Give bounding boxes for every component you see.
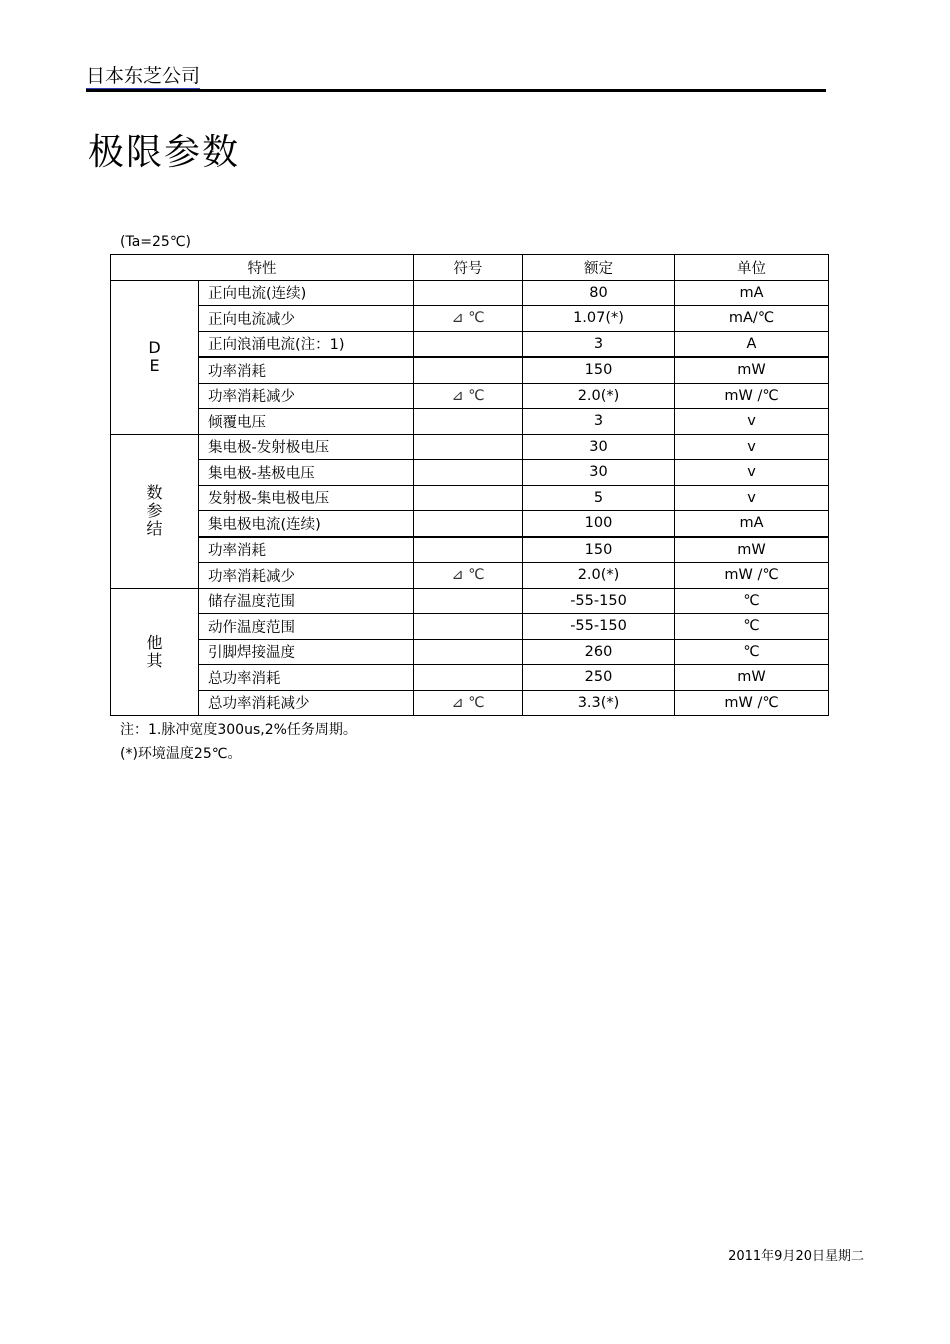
characteristic-cell: 倾覆电压 [199, 409, 414, 435]
table-row [111, 614, 829, 640]
unit-cell: mW /℃ [675, 383, 829, 409]
unit-cell: v [675, 460, 829, 486]
table-row [111, 537, 829, 563]
rating-cell: 3.3(*) [523, 690, 675, 716]
symbol-cell: ⊿ ℃ [414, 383, 523, 409]
group-label-line: 结 [146, 519, 163, 538]
characteristic-cell: 功率消耗减少 [199, 383, 414, 409]
temperature-condition: (Ta=25℃) [120, 234, 192, 250]
characteristic-cell: 集电极-发射极电压 [199, 434, 414, 460]
symbol-cell [414, 434, 523, 460]
header-characteristic: 特性 [111, 255, 414, 281]
note-pulse: 注：1.脉冲宽度300us,2%任务周期。 [120, 722, 357, 738]
table-row [111, 690, 829, 716]
group-label-line: 参 [146, 501, 163, 520]
symbol-cell [414, 511, 523, 537]
symbol-cell: ⊿ ℃ [414, 306, 523, 332]
characteristic-cell: 正向电流减少 [199, 306, 414, 332]
symbol-cell [414, 331, 523, 357]
table-row [111, 434, 829, 460]
unit-cell: ℃ [675, 614, 829, 640]
rating-cell: 150 [523, 537, 675, 563]
characteristic-cell: 功率消耗 [199, 537, 414, 563]
rating-cell: -55-150 [523, 614, 675, 640]
group-label-line: E [149, 356, 160, 375]
header-rating: 额定 [523, 255, 675, 281]
rating-cell: 30 [523, 434, 675, 460]
symbol-cell [414, 665, 523, 691]
rating-cell: 2.0(*) [523, 383, 675, 409]
rating-cell: 5 [523, 485, 675, 511]
characteristic-cell: 功率消耗减少 [199, 563, 414, 589]
rating-cell: 250 [523, 665, 675, 691]
group-label [111, 280, 199, 434]
characteristic-cell: 总功率消耗减少 [199, 690, 414, 716]
symbol-cell [414, 588, 523, 614]
symbol-cell [414, 614, 523, 640]
group-label [111, 588, 199, 716]
rating-cell: 100 [523, 511, 675, 537]
header-symbol: 符号 [414, 255, 523, 281]
table-row [111, 485, 829, 511]
unit-cell: mA/℃ [675, 306, 829, 332]
unit-cell: v [675, 409, 829, 435]
group-label-line: 其 [146, 650, 163, 670]
unit-cell: v [675, 485, 829, 511]
unit-cell: mW /℃ [675, 563, 829, 589]
page-title: 极限参数 [88, 132, 241, 173]
characteristic-cell: 储存温度范围 [199, 588, 414, 614]
group-label-line: D [148, 338, 161, 357]
characteristic-cell: 总功率消耗 [199, 665, 414, 691]
header-divider [86, 89, 826, 92]
parameters-table [110, 254, 829, 716]
symbol-cell [414, 280, 523, 306]
table-row [111, 280, 829, 306]
characteristic-cell: 正向浪涌电流(注：1) [199, 331, 414, 357]
symbol-cell [414, 460, 523, 486]
header-unit: 单位 [675, 255, 829, 281]
table-row [111, 460, 829, 486]
symbol-cell [414, 357, 523, 383]
rating-cell: 30 [523, 460, 675, 486]
symbol-cell: ⊿ ℃ [414, 563, 523, 589]
symbol-cell [414, 537, 523, 563]
unit-cell: mW [675, 665, 829, 691]
characteristic-cell: 集电极-基极电压 [199, 460, 414, 486]
rating-cell: 2.0(*) [523, 563, 675, 589]
table-row [111, 665, 829, 691]
characteristic-cell: 动作温度范围 [199, 614, 414, 640]
symbol-cell [414, 639, 523, 665]
footer-date: 2011年9月20日星期二 [728, 1249, 864, 1264]
group-label [111, 434, 199, 588]
table-row [111, 357, 829, 383]
unit-cell: mA [675, 511, 829, 537]
characteristic-cell: 集电极电流(连续) [199, 511, 414, 537]
rating-cell: 80 [523, 280, 675, 306]
table-row [111, 639, 829, 665]
symbol-cell [414, 485, 523, 511]
table-row [111, 409, 829, 435]
symbol-cell [414, 409, 523, 435]
rating-cell: 1.07(*) [523, 306, 675, 332]
table-row [111, 383, 829, 409]
unit-cell: ℃ [675, 588, 829, 614]
characteristic-cell: 功率消耗 [199, 357, 414, 383]
unit-cell: mA [675, 280, 829, 306]
table-header-row [111, 255, 829, 281]
table-row [111, 563, 829, 589]
unit-cell: mW [675, 537, 829, 563]
unit-cell: v [675, 434, 829, 460]
unit-cell: A [675, 331, 829, 357]
note-ambient: (*)环境温度25℃。 [120, 746, 242, 762]
table-row [111, 511, 829, 537]
rating-cell: -55-150 [523, 588, 675, 614]
characteristic-cell: 发射极-集电极电压 [199, 485, 414, 511]
characteristic-cell: 正向电流(连续) [199, 280, 414, 306]
table-row [111, 588, 829, 614]
unit-cell: ℃ [675, 639, 829, 665]
group-label-line: 他 [146, 632, 163, 652]
rating-cell: 150 [523, 357, 675, 383]
rating-cell: 3 [523, 409, 675, 435]
rating-cell: 260 [523, 639, 675, 665]
unit-cell: mW /℃ [675, 690, 829, 716]
rating-cell: 3 [523, 331, 675, 357]
symbol-cell: ⊿ ℃ [414, 690, 523, 716]
table-row [111, 331, 829, 357]
table-row [111, 306, 829, 332]
group-label-line: 数 [146, 483, 163, 502]
characteristic-cell: 引脚焊接温度 [199, 639, 414, 665]
company-name: 日本东芝公司 [86, 64, 200, 91]
unit-cell: mW [675, 357, 829, 383]
